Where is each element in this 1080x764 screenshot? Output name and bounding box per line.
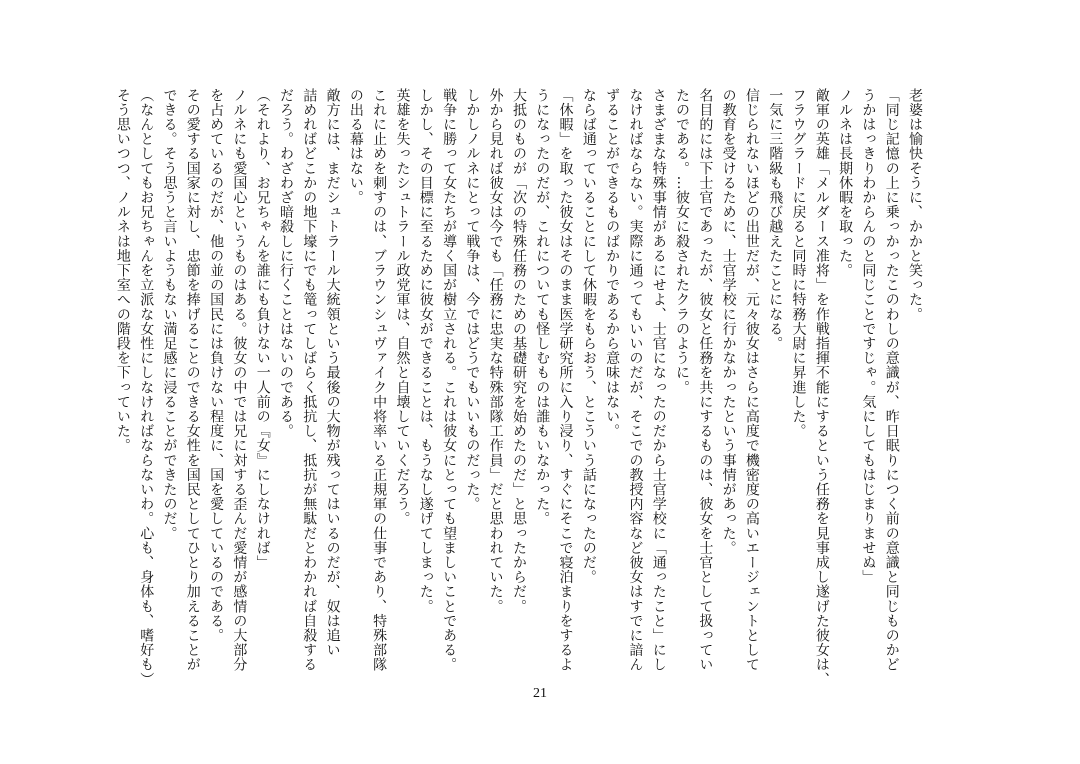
text-line: 英雄を失ったシュトラール政党軍は、自然と自壊していくだろう。 <box>394 88 411 526</box>
text-line: フラウグラードに戻ると同時に特務大尉に昇進した。 <box>790 88 807 439</box>
text-line: 「休暇」を取った彼女はそのまま医学研究所に入り浸り、すぐにそこで寝泊まりをするよ <box>557 88 574 672</box>
text-line: だろう。わざわざ暗殺しに行くことはないのである。 <box>277 88 294 439</box>
text-line: （なんとしてもお兄ちゃんを立派な女性にしなければならないわ。心も、身体も、嗜好も） <box>138 88 155 687</box>
text-line: その愛する国家に対し、忠節を捧げることのできる女性を国民としてひとり加えることが <box>184 88 201 672</box>
text-line: 名目的には下士官であったが、彼女と任務を共にするものは、彼女を士官として扱ってい <box>697 88 714 672</box>
text-line: できる。そう思うと言いようもない満足感に浸ることができたのだ。 <box>161 88 178 541</box>
text-line: うになったのだが、これについても怪しむものは誰もいなかった。 <box>534 88 551 526</box>
text-line: 大抵のものが「次の特殊任務のための基礎研究を始めたのだ」と思ったからだ。 <box>510 88 527 614</box>
text-line: 詰めればどこかの地下壕にでも篭ってしばらく抵抗し、抵抗が無駄だとわかれば自殺する <box>301 88 318 672</box>
page-number: 21 <box>533 686 547 701</box>
text-line: うかはっきりわからんのと同じことですじゃ。気にしてもはじまりませぬ」 <box>860 88 877 585</box>
text-line: の出る幕はない。 <box>347 88 364 205</box>
text-line: 一気に三階級も飛び越えたことになる。 <box>767 88 784 351</box>
text-line: そう思いつつ、ノルネは地下室への階段を下っていた。 <box>114 88 131 453</box>
text-line: 外から見れば彼女は今でも「任務に忠実な特殊部隊工作員」だと思われていた。 <box>487 88 504 614</box>
text-line: ならば通っていることにして休暇をもらおう、とこういう話になったのだ。 <box>580 88 597 585</box>
text-line: ノルネにも愛国心というものはある。彼女の中では兄に対する歪んだ愛情が感情の大部分 <box>231 88 248 672</box>
text-line: これに止めを刺すのは、ブラウンシュヴァイク中将率いる正規軍の仕事であり、特殊部隊 <box>371 88 388 672</box>
text-line: 「同じ記憶の上に乗っかったこのわしの意識が、昨日眠りにつく前の意識と同じものかど <box>883 88 900 672</box>
text-line: を占めているのだが、他の並の国民には負けない程度に、国を愛しているのである。 <box>208 88 225 643</box>
text-line: しかしノルネにとって戦争は、今ではどうでもいいものだった。 <box>464 88 481 512</box>
vertical-text-body <box>111 88 926 687</box>
text-line: ノルネは長期休暇を取った。 <box>837 88 854 278</box>
text-line: の教育を受けるために、士官学校に行かなかったという事情があった。 <box>720 88 737 556</box>
text-line: （それより、お兄ちゃんを誰にも負けない一人前の『女』にしなければ」 <box>254 88 271 570</box>
text-line: なければならない。実際に通ってもいいのだが、そこでの教授内容など彼女はすでに諳ん <box>627 88 644 672</box>
text-line: 戦争に勝って女たちが導く国が樹立される。これは彼女にとっても望ましいことである。 <box>441 88 458 672</box>
text-line: 老婆は愉快そうに、かかと笑った。 <box>907 88 923 322</box>
text-line: たのである。…彼女に殺されたクラのように。 <box>674 88 691 395</box>
text-line: しかし、その目標に至るために彼女ができることは、もうなし遂げてしまった。 <box>417 88 434 614</box>
text-line: 信じられないほどの出世だが、元々彼女はさらに高度で機密度の高いエージェントとして <box>743 88 760 672</box>
text-line: さまざまな特殊事情があるにせよ、士官になったのだから士官学校に「通ったこと」にし <box>650 88 667 672</box>
text-line: ずることができるものばかりであるから意味はない。 <box>604 88 621 439</box>
text-line: 敵方には、まだシュトラール大統領という最後の大物が残ってはいるのだが、奴は追い <box>324 88 341 658</box>
text-line: 敵軍の英雄「メルダース准将」を作戦指揮不能にするという任務を見事成し遂げた彼女は、 <box>813 88 830 687</box>
